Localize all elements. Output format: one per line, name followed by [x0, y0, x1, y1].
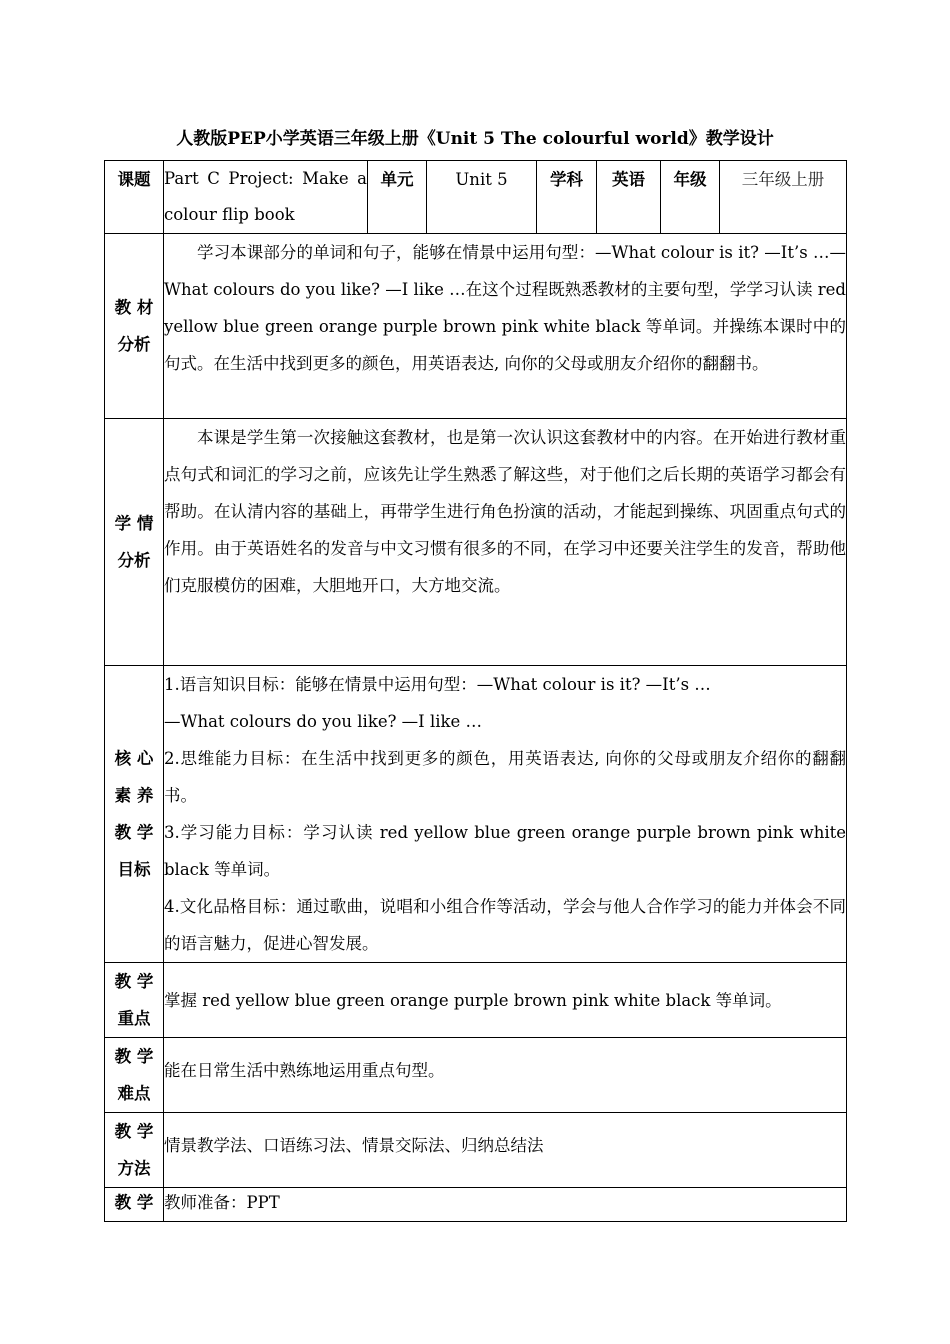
unit-value: Unit 5 — [427, 161, 537, 234]
methods-text: 情景教学法、口语练习法、情景交际法、归纳总结法 — [164, 1113, 847, 1188]
preparation-row — [105, 1188, 847, 1222]
key-points-text: 掌握 red yellow blue green orange purple brown pink white black 等单词。 — [164, 963, 847, 1038]
methods-row — [105, 1113, 847, 1188]
preparation-label: 教 学 — [105, 1188, 164, 1222]
goal-culture: 4.文化品格目标：通过歌曲，说唱和小组合作等活动，学会与他人合作学习的能力并体会不同的语言魅力，促进心智发展。 — [164, 897, 846, 953]
core-goals-text — [164, 666, 847, 963]
grade-value: 三年级上册 — [720, 161, 847, 234]
difficulties-text: 能在日常生活中熟练地运用重点句型。 — [164, 1038, 847, 1113]
material-analysis-row — [105, 234, 847, 419]
grade-label: 年级 — [661, 161, 720, 234]
difficulties-row — [105, 1038, 847, 1113]
topic-value: Part C Project: Make a colour flip book — [164, 161, 368, 234]
goal-language: 1.语言知识目标：能够在情景中运用句型：—What colour is it? —It’s … — [164, 675, 711, 694]
subject-value: 英语 — [597, 161, 661, 234]
difficulties-label: 教 学 难点 — [105, 1038, 164, 1113]
learner-analysis-label: 学 情 分析 — [105, 419, 164, 666]
preparation-text: 教师准备：PPT — [164, 1188, 847, 1222]
subject-label: 学科 — [537, 161, 597, 234]
material-analysis-text: 学习本课部分的单词和句子，能够在情景中运用句型：—What colour is it? —It’s …—What colours do you like? —I like …在这个过程既熟悉教材的主要句型，学学习认读 red yellow blue green orange purple brown pink white black 等单词。并操练本课时中的句式。在生活中找到更多的颜色，用英语表达, 向你的父母或朋友介绍你的翻翻书。 — [164, 234, 847, 419]
material-analysis-label: 教 材 分析 — [105, 234, 164, 419]
key-points-row — [105, 963, 847, 1038]
core-goals-row — [105, 666, 847, 963]
key-points-label: 教 学 重点 — [105, 963, 164, 1038]
core-goals-label: 核 心 素 养 教 学 目标 — [105, 666, 164, 963]
document-title: 人教版PEP小学英语三年级上册《Unit 5 The colourful world》教学设计 — [176, 129, 774, 149]
header-row — [105, 161, 847, 234]
learner-analysis-text: 本课是学生第一次接触这套教材，也是第一次认识这套教材中的内容。在开始进行教材重点句式和词汇的学习之前，应该先让学生熟悉了解这些，对于他们之后长期的英语学习都会有帮助。在认清内容的基础上，再带学生进行角色扮演的活动，才能起到操练、巩固重点句式的作用。由于英语姓名的发音与中文习惯有很多的不同，在学习中还要关注学生的发音，帮助他们克服模仿的困难，大胆地开口，大方地交流。 — [164, 419, 847, 666]
goal-thinking: 2.思维能力目标：在生活中找到更多的颜色，用英语表达, 向你的父母或朋友介绍你的翻翻书。 — [164, 749, 846, 805]
goal-language-cont: —What colours do you like? —I like … — [164, 712, 483, 731]
unit-label: 单元 — [368, 161, 427, 234]
learner-analysis-row — [105, 419, 847, 666]
methods-label: 教 学 方法 — [105, 1113, 164, 1188]
lesson-plan-table — [104, 160, 847, 1222]
goal-learning: 3.学习能力目标：学习认读 red yellow blue green orange purple brown pink white black 等单词。 — [164, 823, 846, 879]
topic-label: 课题 — [105, 161, 164, 234]
